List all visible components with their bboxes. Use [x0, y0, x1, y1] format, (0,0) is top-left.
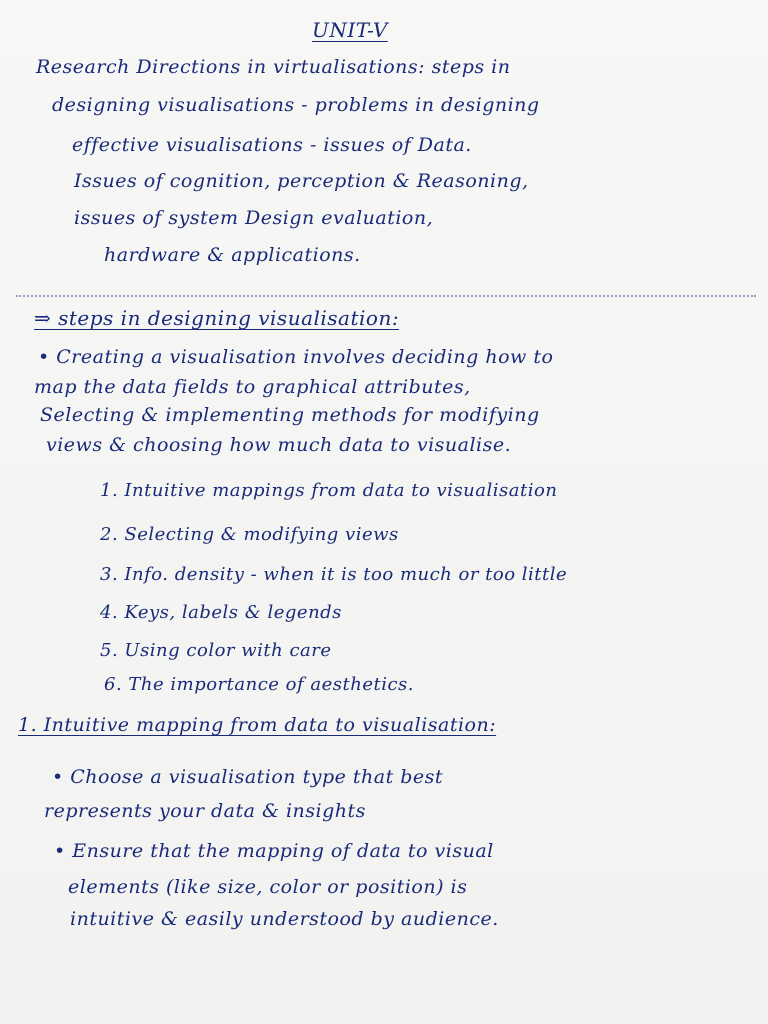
steps-list-item-2: 2. Selecting & modifying views	[100, 524, 399, 545]
intro-line-6: hardware & applications.	[104, 244, 361, 266]
section1-line-5: intuitive & easily understood by audience.	[70, 908, 499, 930]
steps-body-line-3: Selecting & implementing methods for modifying	[40, 404, 540, 426]
steps-list-item-5: 5. Using color with care	[100, 640, 332, 661]
intro-line-3: effective visualisations - issues of Data.	[72, 134, 472, 156]
intro-line-4: Issues of cognition, perception & Reasoning,	[74, 170, 529, 192]
steps-heading: ⇒ steps in designing visualisation:	[34, 306, 400, 330]
intro-line-1: Research Directions in virtualisations: steps in	[36, 56, 511, 78]
section1-line-4: elements (like size, color or position) is	[68, 876, 468, 898]
steps-list-item-4: 4. Keys, labels & legends	[100, 602, 342, 623]
steps-body-line-4: views & choosing how much data to visualise.	[46, 434, 512, 456]
steps-list-item-3: 3. Info. density - when it is too much or too little	[100, 564, 568, 585]
section1-line-2: represents your data & insights	[44, 800, 366, 822]
steps-list-item-1: 1. Intuitive mappings from data to visualisation	[100, 480, 558, 501]
section1-line-3: • Ensure that the mapping of data to visual	[54, 840, 494, 862]
steps-list-item-6: 6. The importance of aesthetics.	[104, 674, 415, 695]
unit-title: UNIT-V	[312, 18, 388, 42]
section-divider	[16, 295, 756, 297]
section1-line-1: • Choose a visualisation type that best	[52, 766, 444, 788]
steps-body-line-2: map the data fields to graphical attributes,	[34, 376, 471, 398]
intro-line-2: designing visualisations - problems in designing	[52, 94, 540, 116]
section1-heading: 1. Intuitive mapping from data to visualisation:	[18, 714, 497, 736]
intro-line-5: issues of system Design evaluation,	[74, 207, 434, 229]
steps-body-line-1: • Creating a visualisation involves deciding how to	[38, 346, 554, 368]
